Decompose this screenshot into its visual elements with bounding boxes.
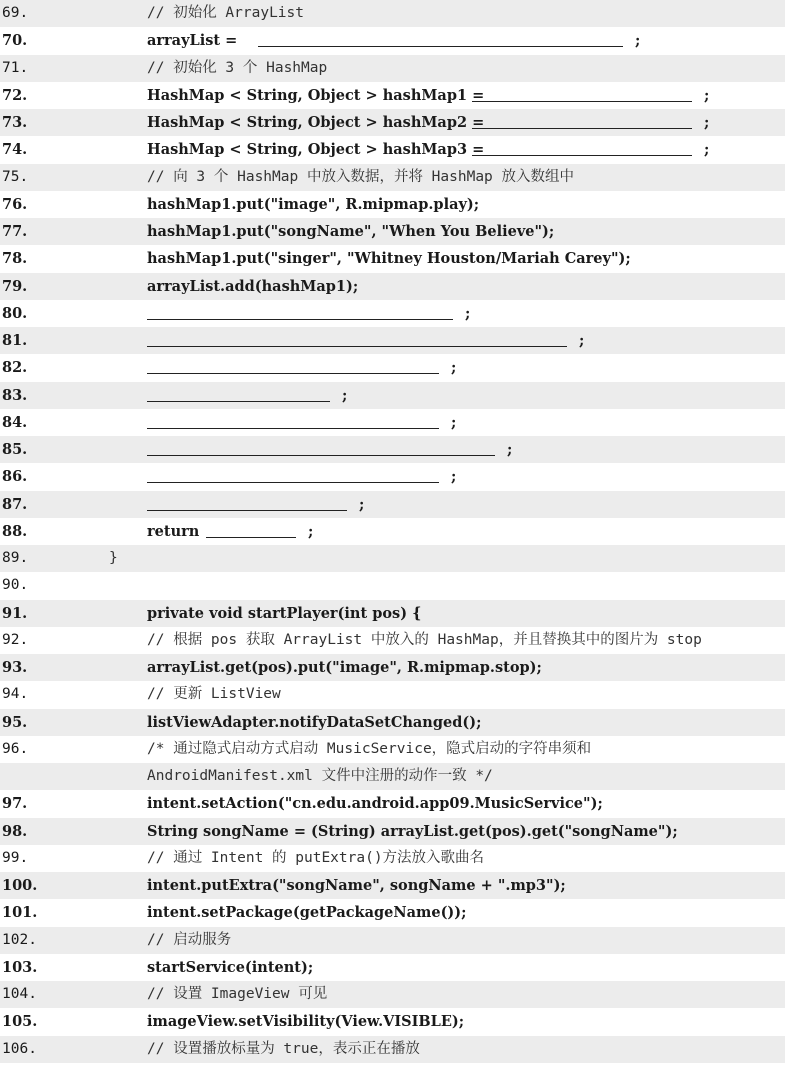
line-number: 85. bbox=[2, 441, 28, 458]
fill-in-blank bbox=[147, 373, 439, 374]
fill-in-blank bbox=[147, 482, 439, 483]
code-line bbox=[0, 709, 785, 736]
code-comment: // 通过 Intent 的 putExtra()方法放入歌曲名 bbox=[147, 849, 485, 866]
code-comment: // 启动服务 bbox=[147, 931, 232, 948]
fill-in-blank bbox=[472, 155, 692, 156]
code-line bbox=[0, 872, 785, 899]
statement-terminator: ; bbox=[451, 468, 457, 486]
statement-terminator: ; bbox=[704, 114, 710, 131]
code-text: HashMap < String, Object > hashMap3 = bbox=[147, 141, 485, 159]
code-line bbox=[0, 1008, 785, 1035]
code-line bbox=[0, 382, 785, 409]
fill-in-blank bbox=[147, 346, 567, 347]
code-text: String songName = (String) arrayList.get(pos).get("songName"); bbox=[147, 822, 678, 840]
code-text: intent.putExtra("songName", songName + ".mp3"); bbox=[147, 877, 566, 894]
code-line bbox=[0, 491, 785, 518]
fill-in-blank bbox=[472, 101, 692, 102]
statement-terminator: ; bbox=[704, 141, 710, 159]
code-comment: // 设置播放标量为 true，表示正在播放 bbox=[147, 1040, 420, 1057]
code-comment: // 初始化 ArrayList bbox=[147, 5, 304, 21]
code-text: HashMap < String, Object > hashMap1 = bbox=[147, 86, 485, 104]
code-line bbox=[0, 463, 785, 490]
statement-terminator: ; bbox=[635, 32, 641, 50]
code-line bbox=[0, 927, 785, 954]
code-line bbox=[0, 300, 785, 327]
fill-in-blank bbox=[258, 46, 623, 47]
code-line bbox=[0, 136, 785, 163]
fill-in-blank bbox=[147, 319, 453, 320]
statement-terminator: ; bbox=[704, 86, 710, 104]
line-number: 83. bbox=[2, 386, 28, 404]
code-line bbox=[0, 654, 785, 681]
code-text: arrayList.get(pos).put("image", R.mipmap.stop); bbox=[147, 659, 542, 676]
line-number: 95. bbox=[2, 713, 28, 731]
code-line bbox=[0, 600, 785, 627]
fill-in-blank bbox=[206, 537, 296, 538]
code-line bbox=[0, 273, 785, 300]
line-number: 101. bbox=[2, 904, 38, 922]
line-number: 74. bbox=[2, 141, 28, 159]
code-line bbox=[0, 164, 785, 191]
code-line bbox=[0, 681, 785, 708]
fill-in-blank bbox=[147, 428, 439, 429]
code-text: intent.setPackage(getPackageName()); bbox=[147, 904, 467, 922]
line-number: 84. bbox=[2, 413, 28, 431]
line-number: 94. bbox=[2, 686, 29, 703]
line-number: 89. bbox=[2, 550, 29, 566]
code-text: imageView.setVisibility(View.VISIBLE); bbox=[147, 1013, 465, 1031]
line-number: 82. bbox=[2, 359, 28, 377]
line-number: 78. bbox=[2, 250, 28, 268]
code-text: hashMap1.put("songName", "When You Believe"); bbox=[147, 223, 555, 240]
fill-in-blank bbox=[472, 128, 692, 129]
line-number: 93. bbox=[2, 659, 28, 676]
line-number: 100. bbox=[2, 877, 38, 894]
statement-terminator: ; bbox=[308, 522, 314, 540]
code-text: HashMap < String, Object > hashMap2 = bbox=[147, 114, 485, 131]
statement-terminator: ; bbox=[342, 386, 348, 404]
statement-terminator: ; bbox=[579, 332, 585, 349]
code-comment: AndroidManifest.xml 文件中注册的动作一致 */ bbox=[147, 768, 493, 784]
code-text: private void startPlayer(int pos) { bbox=[147, 604, 422, 622]
code-comment: // 根据 pos 获取 ArrayList 中放入的 HashMap，并且替换其中的图片为 stop bbox=[147, 631, 702, 648]
line-number: 71. bbox=[2, 59, 29, 76]
code-comment: // 更新 ListView bbox=[147, 686, 281, 703]
line-number: 102. bbox=[2, 931, 37, 948]
line-number: 69. bbox=[2, 5, 29, 21]
line-number: 104. bbox=[2, 986, 37, 1002]
code-line bbox=[0, 0, 785, 27]
line-number: 73. bbox=[2, 114, 28, 131]
statement-terminator: ; bbox=[451, 413, 457, 431]
line-number: 77. bbox=[2, 223, 28, 240]
code-comment: // 设置 ImageView 可见 bbox=[147, 986, 328, 1002]
code-comment: // 初始化 3 个 HashMap bbox=[147, 59, 328, 76]
code-line bbox=[0, 327, 785, 354]
code-line bbox=[0, 27, 785, 54]
code-line bbox=[0, 409, 785, 436]
code-text: arrayList.add(hashMap1); bbox=[147, 277, 359, 295]
code-text: startService(intent); bbox=[147, 958, 314, 976]
code-line bbox=[0, 1036, 785, 1063]
line-number: 80. bbox=[2, 304, 28, 322]
code-line bbox=[0, 736, 785, 763]
code-text: hashMap1.put("singer", "Whitney Houston/Mariah Carey"); bbox=[147, 250, 631, 268]
fill-in-blank bbox=[147, 510, 347, 511]
code-line bbox=[0, 818, 785, 845]
code-line bbox=[0, 436, 785, 463]
line-number: 98. bbox=[2, 822, 28, 840]
code-line bbox=[0, 763, 785, 790]
line-number: 79. bbox=[2, 277, 28, 295]
line-number: 87. bbox=[2, 495, 28, 513]
code-line bbox=[0, 954, 785, 981]
statement-terminator: ; bbox=[507, 441, 513, 458]
line-number: 96. bbox=[2, 740, 29, 757]
code-text: intent.setAction("cn.edu.android.app09.MusicService"); bbox=[147, 795, 603, 813]
code-comment: } bbox=[109, 550, 118, 566]
fill-in-blank bbox=[147, 455, 495, 456]
code-line bbox=[0, 109, 785, 136]
code-line bbox=[0, 572, 785, 599]
line-number: 75. bbox=[2, 168, 29, 185]
code-text: return bbox=[147, 522, 200, 540]
code-line bbox=[0, 981, 785, 1008]
code-line bbox=[0, 545, 785, 572]
line-number: 70. bbox=[2, 32, 28, 50]
code-line bbox=[0, 245, 785, 272]
code-line bbox=[0, 354, 785, 381]
code-line bbox=[0, 845, 785, 872]
line-number: 86. bbox=[2, 468, 28, 486]
fill-in-blank bbox=[147, 401, 330, 402]
code-line bbox=[0, 82, 785, 109]
statement-terminator: ; bbox=[465, 304, 471, 322]
code-line bbox=[0, 191, 785, 218]
code-line bbox=[0, 218, 785, 245]
code-line bbox=[0, 518, 785, 545]
line-number: 76. bbox=[2, 195, 28, 213]
code-line bbox=[0, 899, 785, 926]
line-number: 91. bbox=[2, 604, 28, 622]
statement-terminator: ; bbox=[451, 359, 457, 377]
line-number: 103. bbox=[2, 958, 38, 976]
line-number: 99. bbox=[2, 849, 29, 866]
code-line bbox=[0, 790, 785, 817]
code-line bbox=[0, 55, 785, 82]
statement-terminator: ; bbox=[359, 495, 365, 513]
line-number: 81. bbox=[2, 332, 28, 349]
code-text: listViewAdapter.notifyDataSetChanged(); bbox=[147, 713, 482, 731]
code-text: arrayList = bbox=[147, 32, 238, 50]
line-number: 72. bbox=[2, 86, 28, 104]
line-number: 92. bbox=[2, 631, 29, 648]
code-comment: /* 通过隐式启动方式启动 MusicService，隐式启动的字符串须和 bbox=[147, 740, 592, 757]
code-comment: // 向 3 个 HashMap 中放入数据，并将 HashMap 放入数组中 bbox=[147, 168, 575, 185]
line-number: 97. bbox=[2, 795, 28, 813]
code-line bbox=[0, 627, 785, 654]
line-number: 106. bbox=[2, 1040, 37, 1057]
code-text: hashMap1.put("image", R.mipmap.play); bbox=[147, 195, 480, 213]
line-number: 105. bbox=[2, 1013, 38, 1031]
line-number: 88. bbox=[2, 522, 28, 540]
line-number: 90. bbox=[2, 577, 29, 594]
